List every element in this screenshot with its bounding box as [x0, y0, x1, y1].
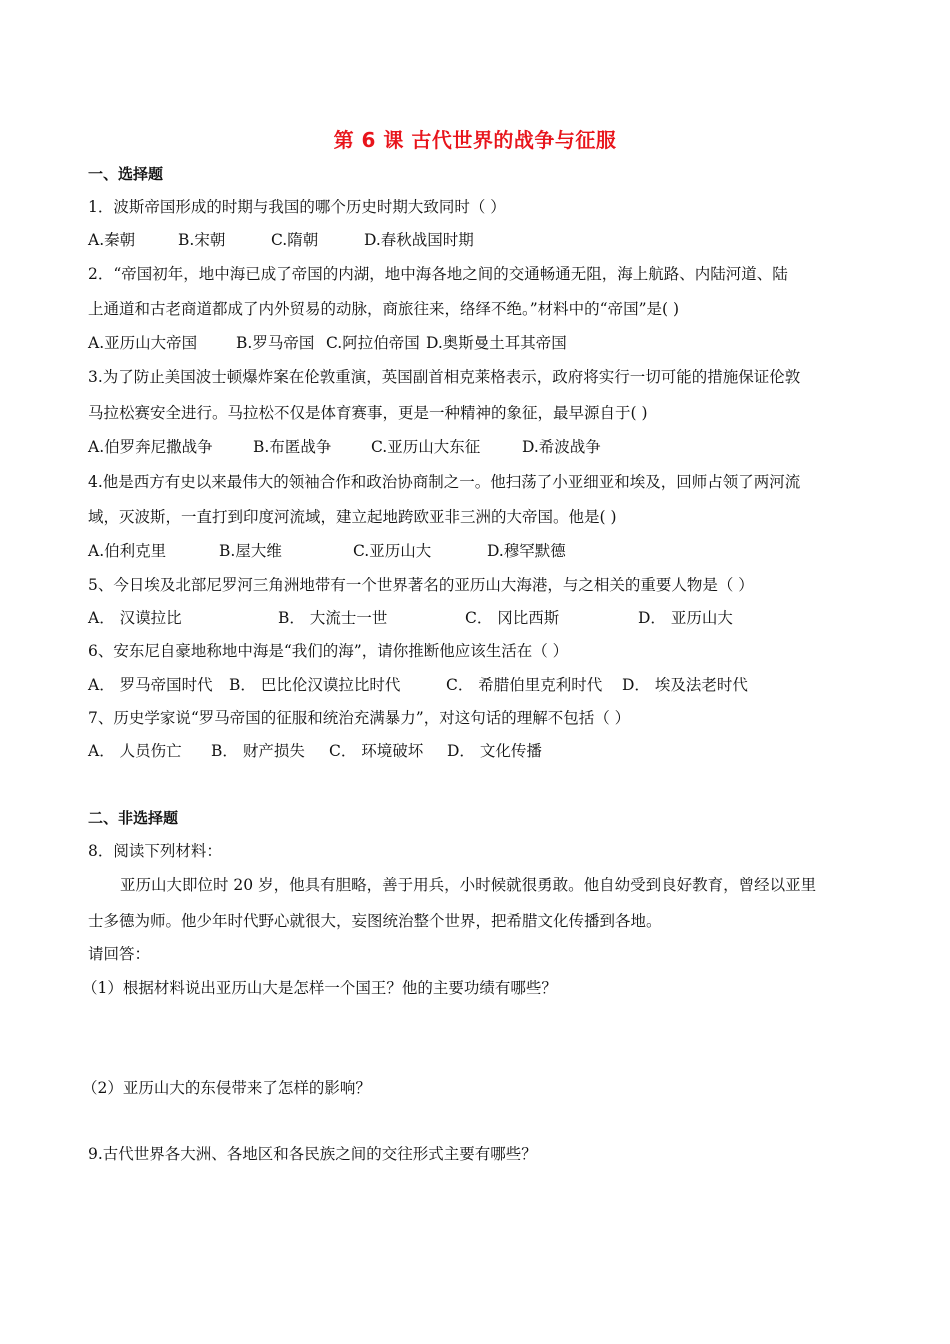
question-3-line-1: 3.为了防止美国波士顿爆炸案在伦敦重演，英国副首相克莱格表示，政府将实行一切可能的措施保证伦敦: [88, 368, 801, 386]
q3-option-c: C.亚历山大东征: [371, 438, 481, 456]
q5-option-c: C． 冈比西斯: [465, 609, 560, 627]
q1-option-b: B.宋朝: [178, 231, 226, 249]
question-8-intro: 8．阅读下列材料：: [88, 842, 222, 860]
q2-option-a: A.亚历山大帝国: [88, 334, 198, 352]
q7-option-b: B． 财产损失: [211, 742, 305, 760]
question-9-text: 9.古代世界各大洲、各地区和各民族之间的交往形式主要有哪些？: [88, 1145, 537, 1163]
q1-option-d: D.春秋战国时期: [364, 231, 474, 249]
question-8-material-line-1: 亚历山大即位时 20 岁，他具有胆略，善于用兵，小时候就很勇敢。他自幼受到良好教育，曾经以亚里: [120, 876, 817, 894]
q6-option-c: C． 希腊伯里克利时代: [446, 676, 603, 694]
q7-option-a: A． 人员伤亡: [88, 742, 182, 760]
lesson-title: 第 6 课 古代世界的战争与征服: [333, 128, 617, 152]
question-2-line-2: 上通道和古老商道都成了内外贸易的动脉，商旅往来，络绎不绝。”材料中的“帝国”是( ): [88, 300, 680, 318]
q6-option-a: A． 罗马帝国时代: [88, 676, 213, 694]
question-3-line-2: 马拉松赛安全进行。马拉松不仅是体育赛事，更是一种精神的象征，最早源自于( ): [88, 404, 648, 422]
question-7-text: 7、历史学家说“罗马帝国的征服和统治充满暴力”，对这句话的理解不包括（ ）: [88, 709, 631, 727]
question-5-text: 5、今日埃及北部尼罗河三角洲地带有一个世界著名的亚历山大海港，与之相关的重要人物是（ ）: [88, 576, 754, 594]
question-8-sub-1: （1）根据材料说出亚历山大是怎样一个国王？他的主要功绩有哪些？: [82, 979, 557, 997]
q5-option-a: A． 汉谟拉比: [88, 609, 182, 627]
question-8-sub-2: （2）亚历山大的东侵带来了怎样的影响？: [82, 1079, 371, 1097]
q3-option-d: D.希波战争: [522, 438, 601, 456]
q1-option-a: A.秦朝: [88, 231, 136, 249]
q4-option-b: B.屋大维: [219, 542, 282, 560]
section-choice-heading: 一、选择题: [88, 165, 164, 183]
question-8-material-line-2: 士多德为师。他少年时代野心就很大，妄图统治整个世界，把希腊文化传播到各地。: [88, 912, 662, 930]
q2-option-b: B.罗马帝国: [236, 334, 315, 352]
section-open-heading: 二、非选择题: [88, 809, 179, 827]
q3-option-b: B.布匿战争: [253, 438, 332, 456]
q6-option-b: B． 巴比伦汉谟拉比时代: [229, 676, 401, 694]
q2-option-c: C.阿拉伯帝国: [326, 334, 420, 352]
q5-option-b: B． 大流士一世: [278, 609, 388, 627]
question-2-line-1: 2．“帝国初年，地中海已成了帝国的内湖，地中海各地之间的交通畅通无阻，海上航路、内陆河道、陆: [88, 265, 788, 283]
q1-option-c: C.隋朝: [271, 231, 319, 249]
q3-option-a: A.伯罗奔尼撒战争: [88, 438, 213, 456]
question-4-line-2: 域，灭波斯，一直打到印度河流域，建立起地跨欧亚非三洲的大帝国。他是( ): [88, 508, 617, 526]
question-1-text: 1．波斯帝国形成的时期与我国的哪个历史时期大致同时（ ）: [88, 198, 506, 216]
q7-option-c: C． 环境破坏: [329, 742, 424, 760]
question-4-line-1: 4.他是西方有史以来最伟大的领袖合作和政治协商制之一。他扫荡了小亚细亚和埃及，回师占领了两河流: [88, 473, 801, 491]
q5-option-d: D． 亚历山大: [638, 609, 733, 627]
question-6-text: 6、安东尼自豪地称地中海是“我们的海”，请你推断他应该生活在（ ）: [88, 642, 569, 660]
question-8-prompt: 请回答：: [88, 945, 151, 963]
q6-option-d: D． 埃及法老时代: [622, 676, 748, 694]
q2-option-d: D.奥斯曼土耳其帝国: [426, 334, 567, 352]
q7-option-d: D． 文化传播: [447, 742, 542, 760]
q4-option-c: C.亚历山大: [353, 542, 432, 560]
q4-option-d: D.穆罕默德: [487, 542, 566, 560]
q4-option-a: A.伯利克里: [88, 542, 167, 560]
